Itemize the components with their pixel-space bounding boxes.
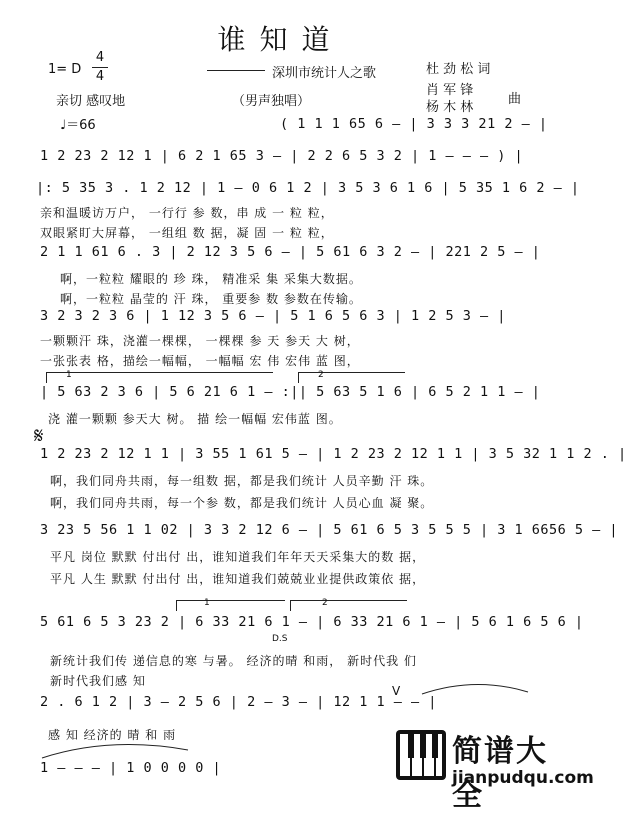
subtitle-dash bbox=[207, 70, 265, 71]
notation-line: ( 1 1 1 65 6 — | 3 3 3 21 2 — | bbox=[280, 116, 548, 132]
notation-line: 1 2 23 2 12 1 | 6 2 1 65 3 — | 2 2 6 5 3 2 | 1 — — — ) | bbox=[40, 148, 524, 164]
subtitle: 深圳市统计人之歌 bbox=[272, 66, 377, 81]
volta-number-2: 2 bbox=[318, 370, 324, 380]
notation-line: 3 23 5 56 1 1 02 | 3 3 2 12 6 — | 5 61 6 5 3 5 5 5 | 3 1 6656 5 — | bbox=[40, 522, 619, 538]
performance-note: （男声独唱） bbox=[232, 94, 311, 109]
lyric-verse-2: 啊，我们同舟共雨，每一个参 数，都是我们统计 人员心血 凝 聚。 bbox=[50, 496, 434, 510]
time-signature-bar bbox=[92, 67, 108, 68]
watermark-url: jianpudqu.com bbox=[452, 768, 594, 788]
lyricist-credit: 杜 劲 松 词 bbox=[426, 62, 491, 77]
notation-line: 2 1 1 61 6 . 3 | 2 12 3 5 6 — | 5 61 6 3 2 — | 221 2 5 — | bbox=[40, 244, 541, 260]
composer-credit-1: 肖 军 锋 bbox=[426, 83, 474, 98]
time-signature-top: 4 bbox=[95, 50, 105, 65]
tempo-mark: ♩＝66 bbox=[60, 118, 96, 133]
tie-arc bbox=[40, 740, 190, 760]
tie-arc bbox=[420, 680, 530, 696]
volta-bracket-4 bbox=[290, 600, 407, 611]
lyric-verse-1: 新统计我们传 递信息的寒 与暑。 经济的晴 和雨， 新时代我 们 bbox=[50, 654, 417, 668]
volta-bracket-2 bbox=[298, 372, 405, 383]
piano-icon bbox=[396, 730, 446, 780]
volta-bracket-1 bbox=[46, 372, 273, 383]
expression-mark: 亲切 感叹地 bbox=[56, 94, 126, 109]
lyric-verse-2: 啊，一粒粒 晶莹的 汗 珠， 重要参 数 参数在传输。 bbox=[60, 292, 362, 306]
volta-number-1: 1 bbox=[66, 370, 72, 380]
volta-number-3: 1 bbox=[204, 598, 210, 608]
lyric-verse-1: 感 知 经济的 晴 和 雨 bbox=[48, 728, 177, 742]
lyric-verse-1: 啊，我们同舟共雨，每一组数 据，都是我们统计 人员辛勤 汗 珠。 bbox=[50, 474, 434, 488]
volta-bracket-3 bbox=[176, 600, 285, 611]
breath-mark: V bbox=[392, 684, 401, 698]
lyric-verse-2: 一张张表 格，描绘一幅幅， 一幅幅 宏 伟 宏伟 蓝 图， bbox=[40, 354, 360, 368]
lyric-verse-1: 亲和温暖访万户， 一行行 参 数，串 成 一 粒 粒， bbox=[40, 206, 334, 220]
site-watermark bbox=[396, 726, 594, 813]
lyric-verse-2: 平凡 人生 默默 付出付 出，谁知道我们兢兢业业提供政策依 据， bbox=[50, 572, 426, 586]
volta-number-4: 2 bbox=[322, 598, 328, 608]
lyric-verse-1: 一颗颗汗 珠，浇灌一棵棵， 一棵棵 参 天 参天 大 树， bbox=[40, 334, 360, 348]
lyric-verse-1: 浇 灌一颗颗 参天大 树。 描 绘一幅幅 宏伟蓝 图。 bbox=[48, 412, 342, 426]
notation-line: 5 61 6 5 3 23 2 | 6 33 21 6 1 — | 6 33 21 6 1 — | 5 6 1 6 5 6 | bbox=[40, 614, 584, 630]
dal-segno-mark: D.S bbox=[272, 634, 288, 644]
notation-line: 1 — — — | 1 0 0 0 0 | bbox=[40, 760, 222, 776]
notation-line: | 5 63 2 3 6 | 5 6 21 6 1 — :|| 5 63 5 1 6 | 6 5 2 1 1 — | bbox=[40, 384, 541, 400]
notation-line: 2 . 6 1 2 | 3 — 2 5 6 | 2 — 3 — | 12 1 1 — — | bbox=[40, 694, 437, 710]
page-title: 谁知道 bbox=[217, 23, 344, 56]
lyric-verse-2: 双眼紧盯大屏幕， 一组组 数 据，凝 固 一 粒 粒， bbox=[40, 226, 334, 240]
lyric-verse-1: 平凡 岗位 默默 付出付 出，谁知道我们年年天天采集大的数 据， bbox=[50, 550, 426, 564]
notation-line: 3 2 3 2 3 6 | 1 12 3 5 6 — | 5 1 6 5 6 3 | 1 2 5 3 — | bbox=[40, 308, 506, 324]
composer-role: 曲 bbox=[508, 92, 522, 107]
watermark-name: 简谱大全 bbox=[452, 734, 548, 813]
notation-line: |: 5 35 3 . 1 2 12 | 1 — 0 6 1 2 | 3 5 3 6 1 6 | 5 35 1 6 2 — | bbox=[36, 180, 580, 196]
composer-credit-2: 杨 木 林 bbox=[426, 100, 474, 115]
notation-line: 1 2 23 2 12 1 1 | 3 55 1 61 5 — | 1 2 23 2 12 1 1 | 3 5 32 1 1 2 . | bbox=[40, 446, 627, 462]
time-signature-bottom: 4 bbox=[95, 69, 105, 84]
segno-sign: 𝄋 bbox=[34, 424, 44, 449]
lyric-verse-2: 新时代我们感 知 bbox=[50, 674, 146, 688]
lyric-verse-1: 啊，一粒粒 耀眼的 珍 珠， 精准采 集 采集大数据。 bbox=[60, 272, 362, 286]
key-signature: 1= D bbox=[48, 62, 82, 77]
